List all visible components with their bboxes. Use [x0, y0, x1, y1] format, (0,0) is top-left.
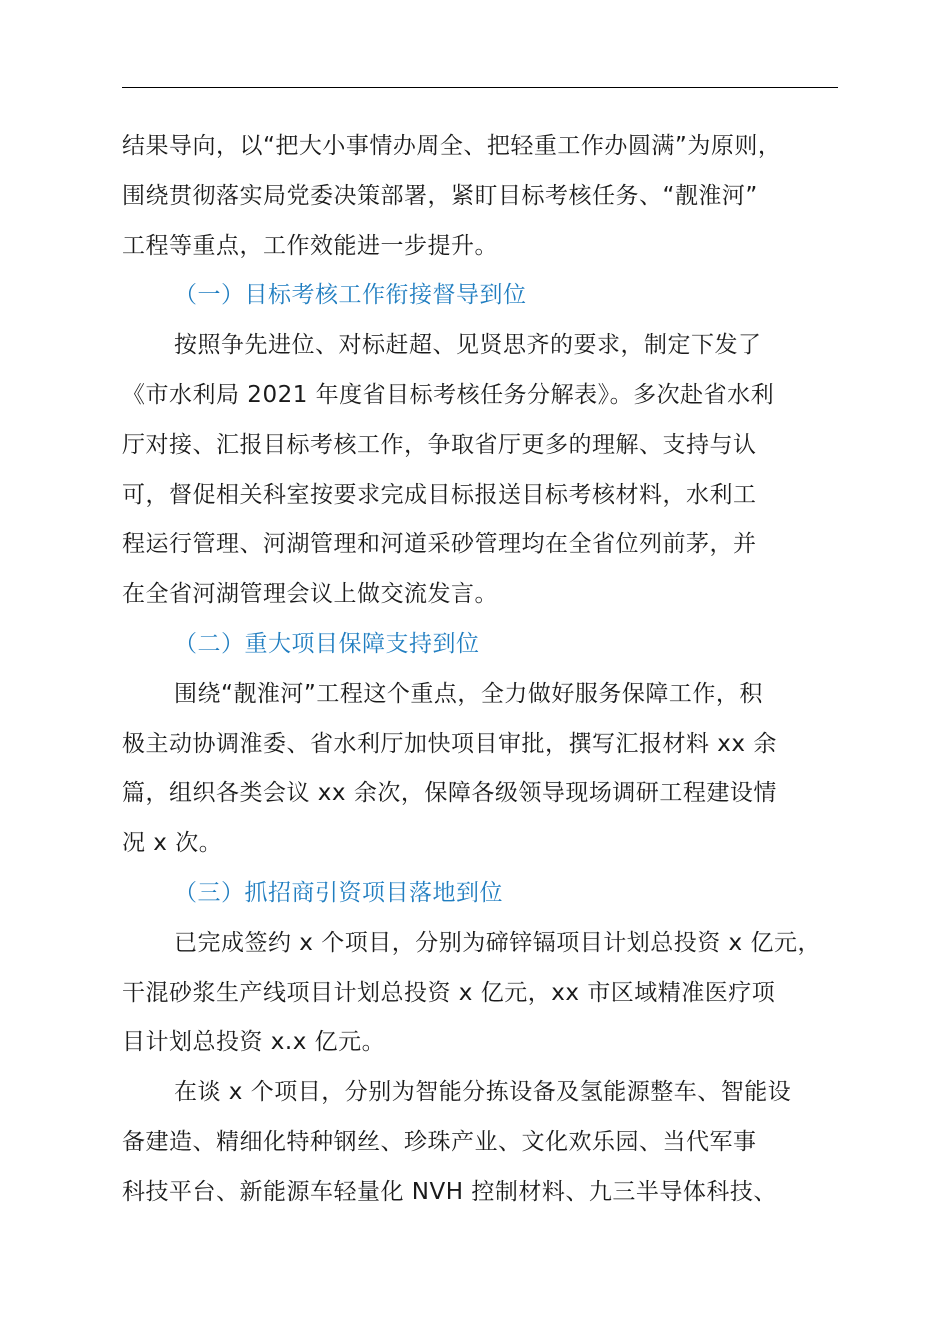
text-line-12: 围绕“靓淮河”工程这个重点，全力做好服务保障工作，积 [174, 680, 763, 707]
text-line-1: 结果导向，以“把大小事情办周全、把轻重工作办圆满”为原则， [122, 133, 782, 159]
document-body [122, 122, 862, 1218]
text-line-3: 工程等重点，工作效能进一步提升。 [122, 232, 498, 259]
text-line-22: 科技平台、新能源车轻量化 NVH 控制材料、九三半导体科技、 [122, 1178, 777, 1205]
text-line-6: 《市水利局 2021 年度省目标考核任务分解表》。多次赴省水利 [122, 381, 775, 408]
text-line-14: 篇，组织各类会议 xx 余次，保障各级领导现场调研工程建设情 [122, 780, 777, 807]
text-line-15: 况 x 次。 [122, 830, 223, 857]
section-heading-3: （三）抓招商引资项目落地到位 [174, 879, 503, 906]
text-line-9: 程运行管理、河湖管理和河道采砂管理均在全省位列前茅，并 [122, 531, 757, 558]
text-line-7: 厅对接、汇报目标考核工作，争取省厅更多的理解、支持与认 [122, 431, 757, 458]
text-line-21: 备建造、精细化特种钢丝、珍珠产业、文化欢乐园、当代军事 [122, 1128, 757, 1155]
header-rule [122, 87, 838, 88]
text-line-18: 干混砂浆生产线项目计划总投资 x 亿元，xx 市区域精准医疗项 [122, 979, 776, 1006]
section-heading-1: （一）目标考核工作衔接督导到位 [174, 282, 527, 309]
text-line-5: 按照争先进位、对标赶超、见贤思齐的要求，制定下发了 [174, 332, 762, 359]
text-line-2: 围绕贯彻落实局党委决策部署，紧盯目标考核任务、“靓淮河” [122, 182, 758, 209]
section-heading-2: （二）重大项目保障支持到位 [174, 630, 480, 657]
text-line-19: 目计划总投资 x.x 亿元。 [122, 1029, 386, 1056]
text-line-10: 在全省河湖管理会议上做交流发言。 [122, 581, 498, 608]
text-line-20: 在谈 x 个项目，分别为智能分拣设备及氢能源整车、智能设 [174, 1079, 792, 1106]
text-line-8: 可，督促相关科室按要求完成目标报送目标考核材料，水利工 [122, 481, 757, 508]
text-line-13: 极主动协调淮委、省水利厅加快项目审批，撰写汇报材料 xx 余 [122, 730, 777, 757]
text-line-17: 已完成签约 x 个项目，分别为碲锌镉项目计划总投资 x 亿元， [174, 929, 821, 956]
